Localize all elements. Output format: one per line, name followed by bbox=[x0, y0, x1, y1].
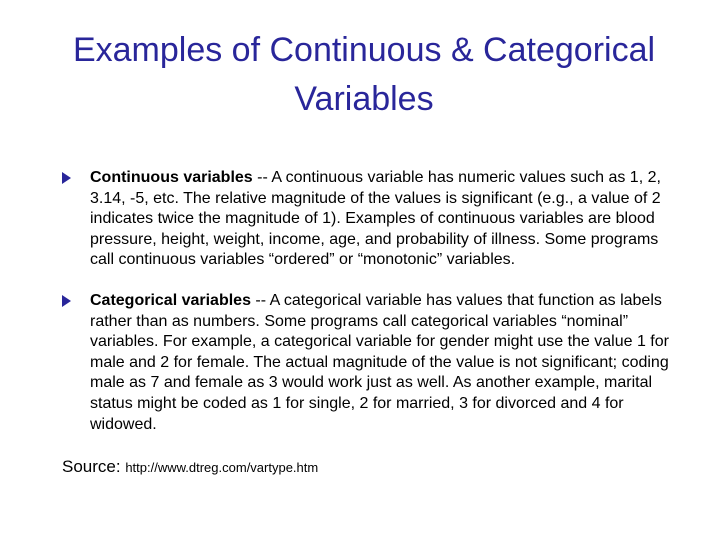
source-line bbox=[62, 456, 318, 479]
triangle-bullet-icon bbox=[62, 295, 71, 307]
source-url: http://www.dtreg.com/vartype.htm bbox=[125, 460, 319, 475]
bullet-term: Categorical variables bbox=[90, 291, 251, 309]
title-line-1: Examples of Continuous & Categorical bbox=[72, 31, 656, 69]
source-label: Source: bbox=[62, 457, 126, 476]
triangle-bullet-icon bbox=[62, 172, 71, 184]
bullet-text: -- A categorical variable has values that function as labels rather than as numbers. Some programs call categorical variables “nominal” variables. For example, a categorical variable for gender might use the value 1 for male and 2 for female. The actual magnitude of the value is not significant; coding male as 7 and female as 3 would work just as well. As another example, marital status might be coded as 1 for single, 2 for married, 3 for divorced and 4 for widowed. bbox=[90, 291, 669, 433]
title-line-2: Variables bbox=[294, 80, 434, 118]
bullet-term: Continuous variables bbox=[90, 169, 253, 186]
bullet-categorical-variables bbox=[62, 291, 682, 435]
bullet-text: -- A continuous variable has numeric values such as 1, 2, 3.14, -5, etc. The relative magnitude of the values is significant (e.g., a value of 2 indicates twice the magnitude of 1). Examples of continuous variables are blood pressure, height, weight, income, age, and probability of illness. Some programs call continuous variables “ordered” or “monotonic” variables. bbox=[90, 169, 661, 269]
bullet-continuous-variables bbox=[62, 168, 682, 271]
bullet-list bbox=[62, 168, 682, 435]
slide-title bbox=[40, 26, 688, 124]
